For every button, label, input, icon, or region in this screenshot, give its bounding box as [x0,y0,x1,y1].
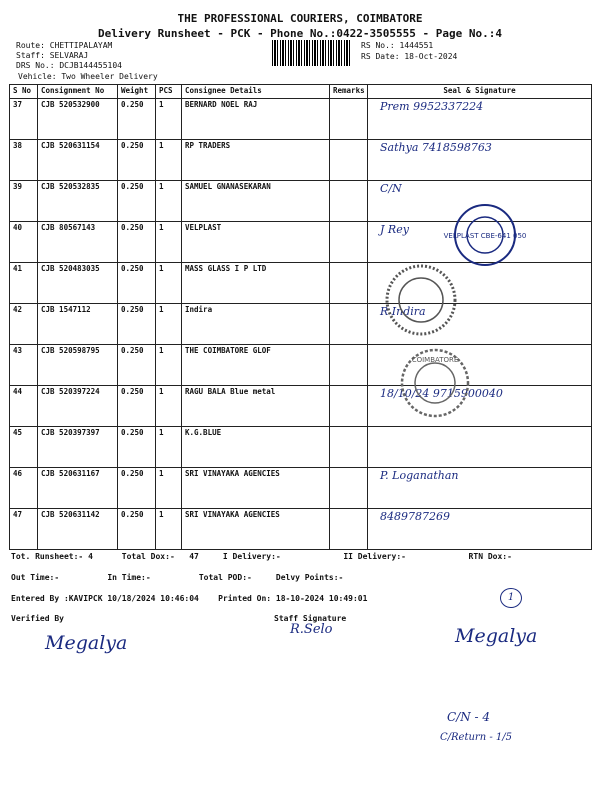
row-weight: 0.250 [118,181,156,222]
coimbatore-seal [398,346,472,420]
document-subtitle: Delivery Runsheet - PCK - Phone No.:0422-3505555 - Page No.:4 [98,27,502,40]
row-pcs: 1 [156,263,182,304]
note-return: C/Return - 1/5 [440,732,512,743]
glass-seal [383,262,459,338]
row-weight: 0.250 [118,222,156,263]
row-consignment: CJB 520397224 [38,386,118,427]
row-pcs: 1 [156,345,182,386]
row-remarks [330,222,368,263]
row-pcs: 1 [156,181,182,222]
totals-line-1: Tot. Runsheet:- 4 Total Dox:- 47 I Delivery:- II Delivery:- RTN Dox:- [11,552,512,561]
col-sno: S No [10,85,38,99]
row-weight: 0.250 [118,99,156,140]
row-seal-signature: P. Loganathan [368,468,592,509]
coimbatore-seal-text: COIMBATORE [411,356,459,364]
row-consignment: CJB 520397397 [38,427,118,468]
rs-date: RS Date: 18-Oct-2024 [361,52,458,61]
signature-staff: R.Selo [290,622,333,637]
barcode [272,40,352,66]
row-consignee: RAGU BALA Blue metal [182,386,330,427]
row-pcs: 1 [156,99,182,140]
row-seal-signature: R Indira [368,304,592,345]
table-row [10,99,592,140]
row-seal-signature: Prem 9952337224 [368,99,592,140]
row-seal-signature: 8489787269 [368,509,592,550]
row-weight: 0.250 [118,468,156,509]
row-consignee: BERNARD NOEL RAJ [182,99,330,140]
row-remarks [330,263,368,304]
row-remarks [330,99,368,140]
row-remarks [330,304,368,345]
row-sno: 41 [10,263,38,304]
row-remarks [330,509,368,550]
table-row [10,386,592,427]
col-pcs: PCS [156,85,182,99]
row-seal-signature [368,427,592,468]
note-cn: C/N - 4 [447,710,491,724]
route: Route: CHETTIPALAYAM [16,41,113,50]
table-row [10,468,592,509]
row-sno: 47 [10,509,38,550]
row-consignment: CJB 520532900 [38,99,118,140]
row-consignment: CJB 520532835 [38,181,118,222]
staff: Staff: SELVARAJ [16,51,89,60]
row-sno: 42 [10,304,38,345]
row-weight: 0.250 [118,386,156,427]
row-seal-signature: J Rey [368,222,592,263]
circle-mark: 1 [500,588,522,608]
row-consignment: CJB 1547112 [38,304,118,345]
table-row [10,509,592,550]
drs-number: DRS No.: DCJB144455104 [16,61,122,70]
row-pcs: 1 [156,140,182,181]
row-pcs: 1 [156,304,182,345]
row-pcs: 1 [156,468,182,509]
row-consignee: VELPLAST [182,222,330,263]
table-row [10,140,592,181]
row-pcs: 1 [156,509,182,550]
row-sno: 38 [10,140,38,181]
row-consignee: SRI VINAYAKA AGENCIES [182,509,330,550]
row-consignee: SRI VINAYAKA AGENCIES [182,468,330,509]
row-remarks [330,140,368,181]
table-header [10,85,592,99]
runsheet-table [9,84,592,550]
row-remarks [330,468,368,509]
row-consignee: Indira [182,304,330,345]
totals-line-2: Out Time:- In Time:- Total POD:- Delvy Points:- [11,573,344,582]
row-weight: 0.250 [118,509,156,550]
signature-verified: Megalya [45,632,128,654]
velplast-seal-text: VELPLAST CBE-641 050 [443,232,527,240]
row-weight: 0.250 [118,427,156,468]
row-consignee: SAMUEL GNANASEKARAN [182,181,330,222]
row-sno: 40 [10,222,38,263]
row-weight: 0.250 [118,345,156,386]
row-remarks [330,181,368,222]
document-title: THE PROFESSIONAL COURIERS, COIMBATORE [177,12,423,25]
row-sno: 37 [10,99,38,140]
row-sno: 44 [10,386,38,427]
col-weight: Weight [118,85,156,99]
row-sno: 45 [10,427,38,468]
row-remarks [330,345,368,386]
table-row [10,304,592,345]
table-row [10,427,592,468]
row-consignment: CJB 80567143 [38,222,118,263]
row-consignment: CJB 520598795 [38,345,118,386]
row-sno: 46 [10,468,38,509]
row-consignment: CJB 520631154 [38,140,118,181]
col-seal: Seal & Signature [368,85,592,99]
totals-line-3: Entered By :KAVIPCK 10/18/2024 10:46:04 Printed On: 18-10-2024 10:49:01 [11,594,368,603]
table-row [10,345,592,386]
row-sno: 39 [10,181,38,222]
row-sno: 43 [10,345,38,386]
row-weight: 0.250 [118,304,156,345]
row-consignment: CJB 520483035 [38,263,118,304]
row-weight: 0.250 [118,140,156,181]
col-consignment: Consignment No [38,85,118,99]
row-weight: 0.250 [118,263,156,304]
row-consignee: RP TRADERS [182,140,330,181]
row-pcs: 1 [156,427,182,468]
row-consignment: CJB 520631167 [38,468,118,509]
row-remarks [330,386,368,427]
vehicle: Vehicle: Two Wheeler Delivery [18,72,158,81]
row-consignee: THE COIMBATORE GLOF [182,345,330,386]
row-remarks [330,427,368,468]
col-remarks: Remarks [330,85,368,99]
velplast-seal [443,200,527,270]
row-consignee: MASS GLASS I P LTD [182,263,330,304]
row-seal-signature: C/N [368,181,592,222]
row-seal-signature: 18/10/24 9715900040 [368,386,592,427]
row-pcs: 1 [156,386,182,427]
row-consignee: K.G.BLUE [182,427,330,468]
row-pcs: 1 [156,222,182,263]
col-consignee: Consignee Details [182,85,330,99]
signature-right: Megalya [455,625,538,647]
verified-by-label: Verified By [11,614,64,623]
rs-number: RS No.: 1444551 [361,41,434,50]
row-seal-signature: Sathya 7418598763 [368,140,592,181]
row-consignment: CJB 520631142 [38,509,118,550]
staff-signature-label: Staff Signature [274,614,347,623]
